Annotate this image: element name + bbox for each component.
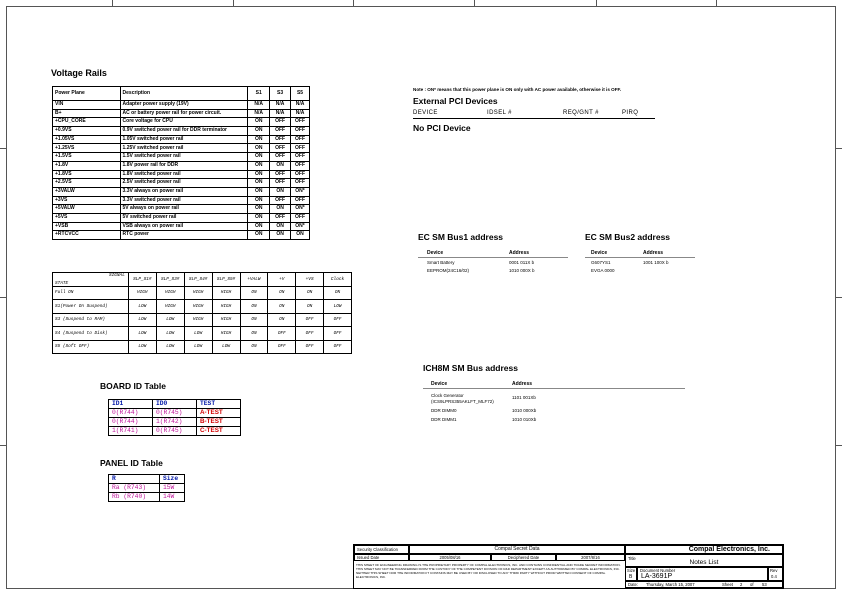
voltage-cell: ON [248, 179, 270, 188]
state-cell: HIGH [128, 286, 156, 300]
voltage-cell: +CPU_CORE [53, 118, 121, 127]
voltage-cell: +RTCVCC [53, 231, 121, 240]
voltage-cell: ON* [291, 205, 310, 214]
board-cell: 0(R744) [109, 409, 153, 418]
voltage-row [53, 153, 310, 162]
title-block [353, 544, 784, 589]
frame-tick [836, 445, 842, 446]
col-id0: ID0 [153, 400, 197, 409]
frame-tick [836, 297, 842, 298]
board-cell: B-TEST [197, 418, 241, 427]
voltage-cell: OFF [270, 135, 291, 144]
col-clock: Clock [324, 273, 352, 287]
voltage-cell: ON [248, 187, 270, 196]
voltage-cell: 1.25V switched power rail [120, 144, 248, 153]
state-cell: ON [296, 286, 324, 300]
panel-cell: Ra (R743) [109, 484, 160, 493]
of-label: of [750, 582, 754, 587]
pci-col-reqgnt: REQ/GNT # [563, 110, 599, 116]
board-cell: 0(R745) [153, 427, 197, 436]
voltage-cell: 5V switched power rail [120, 213, 248, 222]
voltage-row [53, 144, 310, 153]
voltage-cell: OFF [291, 170, 310, 179]
ich-address-0: 1101 001Xb [512, 395, 536, 400]
voltage-cell: +5VS [53, 213, 121, 222]
col-test: TEST [197, 400, 241, 409]
ich-device-0: Clock Generator (ICS9LPRS355AKLFT_MLF72) [431, 393, 494, 404]
voltage-cell: ON [270, 187, 291, 196]
bus2-col-device: Device [591, 250, 608, 256]
corner-signal-label: SIGNAL [109, 273, 125, 278]
voltage-cell: +1.8VS [53, 170, 121, 179]
pci-col-pirq: PIRQ [622, 110, 639, 116]
voltage-cell: OFF [291, 127, 310, 136]
state-cell: OFF [268, 340, 296, 354]
panel-cell: 14W [160, 493, 185, 502]
state-cell: OFF [324, 313, 352, 327]
voltage-cell: ON [248, 170, 270, 179]
voltage-row [53, 205, 310, 214]
voltage-cell: VSB always on power rail [120, 222, 248, 231]
no-pci-device: No PCI Device [413, 123, 471, 133]
decipher-label: Deciphered Date [491, 554, 556, 561]
voltage-cell: OFF [270, 196, 291, 205]
bus2-device-0: G607YS1 [591, 260, 611, 265]
sheet-label: Sheet [722, 582, 733, 587]
voltage-cell: OFF [291, 161, 310, 170]
pci-col-idsel: IDSEL # [487, 110, 512, 116]
frame-tick [836, 148, 842, 149]
col-s1: S1 [248, 87, 270, 101]
ich-divider [423, 388, 685, 389]
panel-header-row [109, 475, 185, 484]
state-cell: LOW [128, 340, 156, 354]
col-slp-s1: SLP_S1# [128, 273, 156, 287]
on-star-note: Note : ON* means that this power plane is ON only with AC power available, otherwise it is OFF. [413, 87, 622, 92]
state-cell: HIGH [156, 286, 184, 300]
state-cell: OFF [324, 340, 352, 354]
voltage-cell: OFF [291, 153, 310, 162]
ich-address-2: 1010 010Xb [512, 417, 537, 422]
state-cell: OFF [268, 327, 296, 341]
board-cell: C-TEST [197, 427, 241, 436]
voltage-cell: +1.8V [53, 161, 121, 170]
voltage-row [53, 109, 310, 118]
panel-row [109, 484, 185, 493]
voltage-cell: N/A [291, 109, 310, 118]
state-cell: HIGH [212, 286, 240, 300]
col-power-plane: Power Plane [53, 87, 121, 101]
docnum-value: LA-3691P [641, 573, 673, 580]
voltage-cell: OFF [291, 179, 310, 188]
state-cell: ON [268, 313, 296, 327]
state-cell: HIGH [212, 327, 240, 341]
rev-value: 0.4 [771, 574, 777, 579]
state-cell: ON [240, 313, 268, 327]
bus2-address-0: 1001 100X b [643, 260, 669, 265]
state-cell: LOW [128, 300, 156, 314]
ich-col-address: Address [512, 381, 533, 387]
voltage-cell: 5V always on power rail [120, 205, 248, 214]
voltage-cell: B+ [53, 109, 121, 118]
voltage-cell: ON [291, 231, 310, 240]
voltage-cell: +1.25VS [53, 144, 121, 153]
voltage-cell: +1.05VS [53, 135, 121, 144]
frame-tick [233, 0, 234, 6]
board-row [109, 427, 241, 436]
title-label: Title [628, 556, 636, 561]
title-cell [625, 554, 783, 567]
voltage-cell: ON [248, 144, 270, 153]
sheet-value: 2 [740, 582, 743, 587]
voltage-cell: 1.8V switched power rail [120, 170, 248, 179]
col-slp-s5: SLP_S5# [212, 273, 240, 287]
voltage-cell: ON [248, 222, 270, 231]
frame-tick [0, 445, 6, 446]
panel-cell: 15W [160, 484, 185, 493]
voltage-cell: N/A [270, 109, 291, 118]
ich-col-device: Device [431, 381, 448, 387]
voltage-row [53, 187, 310, 196]
rev-label: Rev [770, 568, 778, 573]
state-cell: ON [324, 286, 352, 300]
voltage-cell: VIN [53, 101, 121, 110]
state-cell: LOW [324, 300, 352, 314]
ec-bus1-title: EC SM Bus1 address [418, 232, 504, 242]
state-cell: Full ON [53, 286, 129, 300]
voltage-cell: ON [270, 205, 291, 214]
ich-device-2: DDR DIMM1 [431, 417, 457, 422]
bus1-divider [418, 257, 568, 258]
board-header-row [109, 400, 241, 409]
state-cell: ON [240, 300, 268, 314]
board-row [109, 409, 241, 418]
ec-bus2-title: EC SM Bus2 address [585, 232, 671, 242]
voltage-cell: OFF [270, 144, 291, 153]
col-vs: +VS [296, 273, 324, 287]
voltage-cell: ON [248, 127, 270, 136]
state-row [53, 300, 352, 314]
docnum-cell [637, 567, 768, 581]
state-cell: S1(Power On Suspend) [53, 300, 129, 314]
voltage-cell: Adapter power supply (19V) [120, 101, 248, 110]
voltage-cell: RTC power [120, 231, 248, 240]
col-size: Size [160, 475, 185, 484]
state-cell: S4 (Suspend to Disk) [53, 327, 129, 341]
voltage-row [53, 118, 310, 127]
state-cell: HIGH [184, 300, 212, 314]
col-description: Description [120, 87, 248, 101]
voltage-cell: 2.5V switched power rail [120, 179, 248, 188]
state-cell: ON [240, 327, 268, 341]
voltage-header-row [53, 87, 310, 101]
state-cell: ON [240, 286, 268, 300]
state-cell: S3 (Suspend to RAM) [53, 313, 129, 327]
size-value: B [629, 574, 633, 580]
state-cell: HIGH [184, 286, 212, 300]
bus2-device-1: EVGA 0000 [591, 268, 615, 273]
col-valw: +VALW [240, 273, 268, 287]
board-cell: 0(R744) [109, 418, 153, 427]
board-id-table [108, 399, 241, 436]
state-row [53, 313, 352, 327]
board-cell: 1(R741) [109, 427, 153, 436]
decipher-value: 2007/8/16 [556, 554, 625, 561]
voltage-cell: ON [270, 222, 291, 231]
voltage-row [53, 170, 310, 179]
voltage-cell: 3.3V switched power rail [120, 196, 248, 205]
voltage-cell: OFF [270, 127, 291, 136]
rev-cell [768, 567, 783, 581]
voltage-cell: ON [248, 118, 270, 127]
state-cell: S5 (Soft OFF) [53, 340, 129, 354]
voltage-row [53, 161, 310, 170]
state-row [53, 340, 352, 354]
col-slp-s3: SLP_S3# [156, 273, 184, 287]
voltage-cell: 3.3V always on power rail [120, 187, 248, 196]
bus1-device-0: Smart Battery [427, 260, 455, 265]
voltage-cell: ON* [291, 187, 310, 196]
board-id-title: BOARD ID Table [100, 381, 166, 391]
frame-tick [716, 0, 717, 6]
state-cell: LOW [184, 327, 212, 341]
voltage-cell: OFF [270, 213, 291, 222]
voltage-cell: OFF [270, 179, 291, 188]
voltage-row [53, 196, 310, 205]
state-cell: LOW [128, 313, 156, 327]
voltage-cell: N/A [270, 101, 291, 110]
frame-tick [474, 0, 475, 6]
of-value: 53 [762, 582, 767, 587]
bus1-col-address: Address [509, 250, 530, 256]
voltage-cell: OFF [270, 118, 291, 127]
state-corner-cell [53, 273, 129, 287]
voltage-cell: OFF [291, 144, 310, 153]
pci-title: External PCI Devices [413, 96, 498, 106]
col-slp-s4: SLP_S4# [184, 273, 212, 287]
panel-id-title: PANEL ID Table [100, 458, 163, 468]
voltage-row [53, 179, 310, 188]
voltage-rails-table [52, 86, 310, 240]
issued-label: Issued Date [354, 554, 409, 561]
voltage-cell: +0.9VS [53, 127, 121, 136]
voltage-cell: ON [270, 161, 291, 170]
state-row [53, 327, 352, 341]
state-cell: LOW [156, 313, 184, 327]
voltage-cell: +VSB [53, 222, 121, 231]
voltage-rails-title: Voltage Rails [51, 68, 107, 78]
state-cell: LOW [212, 340, 240, 354]
voltage-cell: +3VS [53, 196, 121, 205]
state-cell: OFF [296, 340, 324, 354]
bus2-divider [585, 257, 695, 258]
board-row [109, 418, 241, 427]
voltage-row [53, 101, 310, 110]
date-value: Thursday, March 15, 2007 [646, 582, 695, 587]
state-cell: ON [240, 340, 268, 354]
size-label: Size [627, 568, 636, 573]
voltage-cell: 1.05V switched power rail [120, 135, 248, 144]
voltage-cell: 1.5V switched power rail [120, 153, 248, 162]
col-r: R [109, 475, 160, 484]
voltage-cell: OFF [291, 213, 310, 222]
voltage-row [53, 213, 310, 222]
state-cell: ON [296, 300, 324, 314]
voltage-cell: ON [248, 135, 270, 144]
board-cell: 0(R745) [153, 409, 197, 418]
state-cell: HIGH [212, 313, 240, 327]
frame-tick [0, 297, 6, 298]
voltage-cell: ON [248, 161, 270, 170]
state-row [53, 286, 352, 300]
frame-tick [596, 0, 597, 6]
state-cell: LOW [156, 327, 184, 341]
col-s5: S5 [291, 87, 310, 101]
bus1-address-1: 1010 000X b [509, 268, 535, 273]
bus1-col-device: Device [427, 250, 444, 256]
voltage-cell: ON [248, 213, 270, 222]
col-v: +V [268, 273, 296, 287]
voltage-cell: ON [248, 153, 270, 162]
voltage-cell: OFF [291, 118, 310, 127]
pci-col-device: DEVICE [413, 110, 438, 116]
bus2-col-address: Address [643, 250, 664, 256]
pci-divider [413, 118, 655, 119]
frame-tick [0, 148, 6, 149]
ich-device-1: DDR DIMM0 [431, 408, 457, 413]
col-id1: ID1 [109, 400, 153, 409]
state-cell: OFF [296, 327, 324, 341]
voltage-cell: +3VALW [53, 187, 121, 196]
date-label: Date: [628, 582, 639, 587]
voltage-cell: 0.9V switched power rail for DDR terminator [120, 127, 248, 136]
voltage-cell: N/A [248, 109, 270, 118]
state-cell: LOW [156, 340, 184, 354]
state-header-row [53, 273, 352, 287]
board-cell: 1(R742) [153, 418, 197, 427]
security-label: Security Classification [354, 545, 409, 554]
voltage-row [53, 135, 310, 144]
ich-title: ICH8M SM Bus address [423, 363, 518, 373]
state-cell: OFF [296, 313, 324, 327]
frame-tick [112, 0, 113, 6]
state-cell: ON [268, 300, 296, 314]
panel-id-table [108, 474, 185, 502]
voltage-cell: OFF [291, 135, 310, 144]
voltage-cell: +1.5VS [53, 153, 121, 162]
state-cell: LOW [184, 340, 212, 354]
voltage-cell: N/A [248, 101, 270, 110]
voltage-cell: OFF [270, 153, 291, 162]
voltage-cell: ON [248, 205, 270, 214]
voltage-cell: ON [248, 196, 270, 205]
col-s3: S3 [270, 87, 291, 101]
state-cell: HIGH [184, 313, 212, 327]
title-value: Notes List [689, 559, 719, 566]
panel-cell: Rb (R740) [109, 493, 160, 502]
bus1-address-0: 0001 011X b [509, 260, 535, 265]
voltage-row [53, 222, 310, 231]
ich-address-1: 1010 000Xb [512, 408, 537, 413]
voltage-cell: AC or battery power rail for power circuit. [120, 109, 248, 118]
voltage-cell: ON* [291, 222, 310, 231]
state-cell: HIGH [212, 300, 240, 314]
power-state-table [52, 272, 352, 354]
issued-value: 2005/08/16 [409, 554, 491, 561]
corner-state-label: STATE [55, 280, 69, 286]
security-value: Compal Secret Data [409, 545, 625, 554]
voltage-row [53, 127, 310, 136]
voltage-cell: N/A [291, 101, 310, 110]
size-cell [625, 567, 637, 581]
disclaimer-text: THIS SHEET OF ENGINEERING DRAWING IS THE PROPRIETARY PROPERTY OF COMPAL ELECTRONICS, INC. AND CONTAINS CONFIDENTIAL AND TRADE SECRET INFORMATION. THIS SHEET MAY NOT BE TRANSFERRED FROM THE CUSTODY OF THE COMPETENT DIVISION OF R&D DEPARTMENT EXCEPT AS AUTHORIZED BY COMPAL ELECTRONICS, INC. NEITHER THIS SHEET NOR THE INFORMATION IT CONTAINS MAY BE USED BY OR DISCLOSED TO ANY THIRD PARTY WITHOUT PRIOR WRITTEN CONSENT OF COMPAL ELECTRONICS, INC. [356, 563, 621, 579]
docnum-label: Document Number [640, 568, 676, 573]
date-row [625, 581, 783, 588]
bus1-device-1: EEPROM(24C16/02) [427, 268, 470, 273]
voltage-cell: +2.5VS [53, 179, 121, 188]
voltage-cell: ON [270, 231, 291, 240]
board-cell: A-TEST [197, 409, 241, 418]
voltage-cell: OFF [291, 196, 310, 205]
state-cell: ON [268, 286, 296, 300]
panel-row [109, 493, 185, 502]
voltage-cell: OFF [270, 170, 291, 179]
voltage-cell: ON [248, 231, 270, 240]
state-cell: OFF [324, 327, 352, 341]
voltage-cell: 1.8V power rail for DDR [120, 161, 248, 170]
company-name: Compal Electronics, Inc. [625, 545, 783, 554]
state-cell: LOW [128, 327, 156, 341]
voltage-cell: Core voltage for CPU [120, 118, 248, 127]
frame-tick [353, 0, 354, 6]
voltage-cell: +5VALW [53, 205, 121, 214]
voltage-row [53, 231, 310, 240]
state-cell: HIGH [156, 300, 184, 314]
